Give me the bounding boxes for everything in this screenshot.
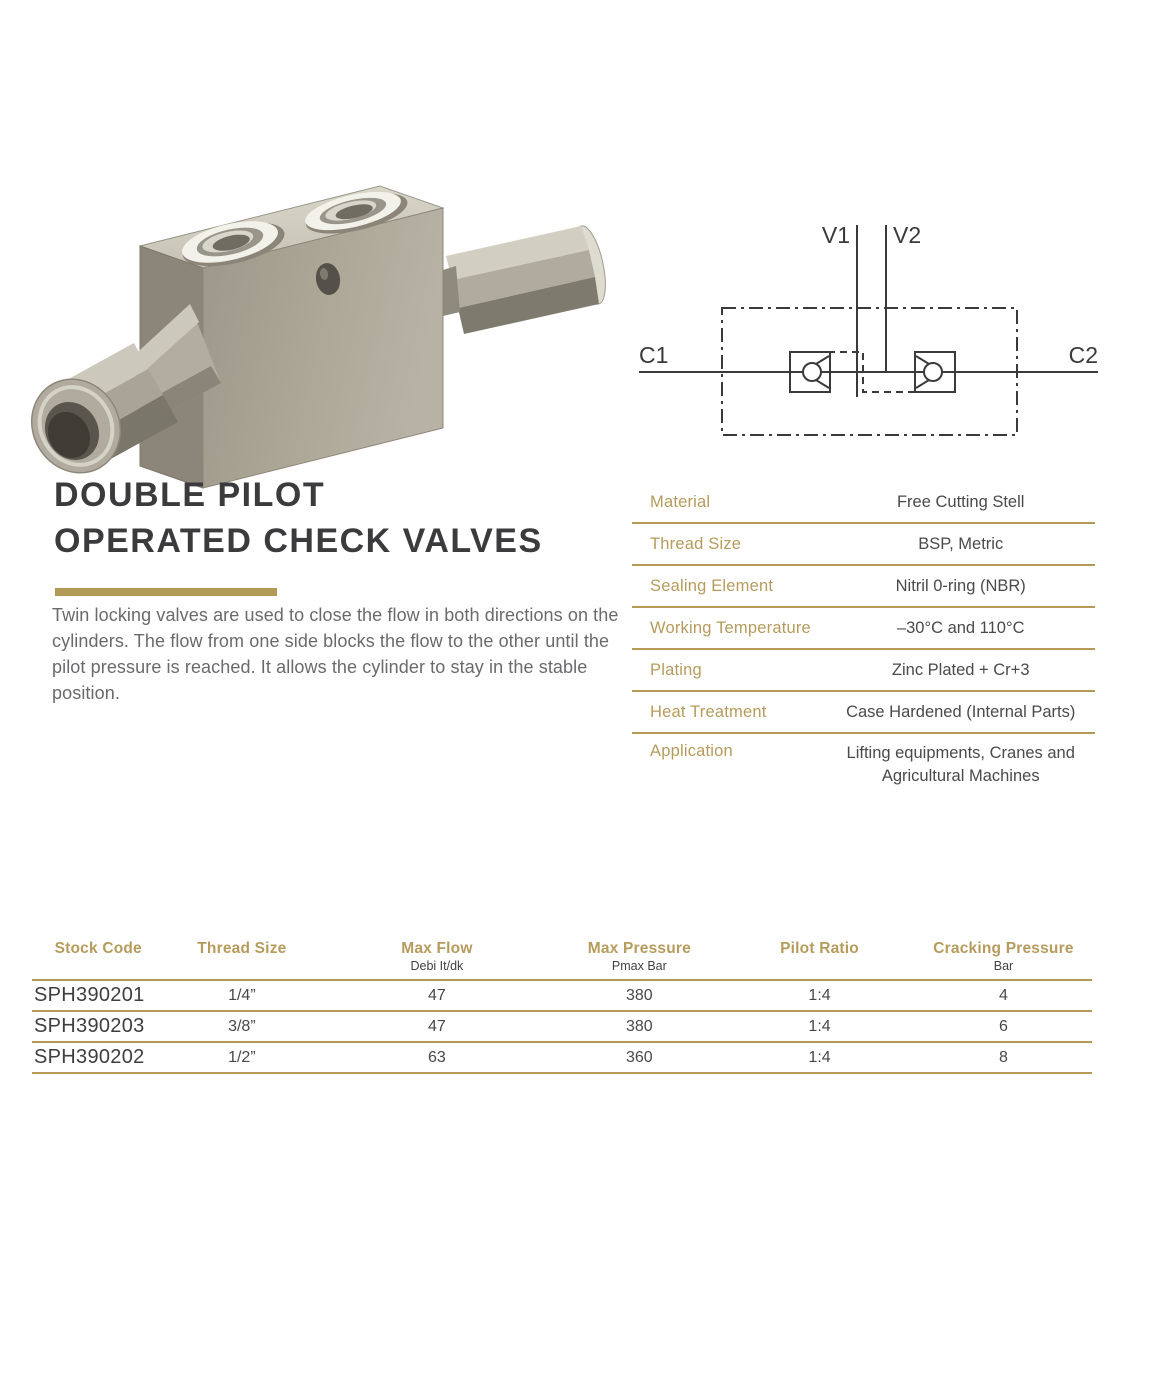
spec-label: Application bbox=[650, 742, 733, 760]
product-description: Twin locking valves are used to close the flow in both directions on the cylinders. The flow from one side blocks the flow to the other until the pilot pressure is reached. It allows the cylinder to stay in the stable position. bbox=[52, 605, 619, 703]
spec-value: BSP, Metric bbox=[918, 534, 1004, 553]
max-pressure-cell: 360 bbox=[626, 1048, 653, 1066]
max-flow-cell: 63 bbox=[428, 1048, 446, 1066]
spec-row-thread-size bbox=[632, 524, 1095, 566]
hydraulic-schematic bbox=[630, 195, 1160, 460]
pilot-ratio-cell: 1:4 bbox=[808, 1048, 831, 1066]
page-title-line2: OPERATED CHECK VALVES bbox=[54, 522, 543, 560]
max-pressure-cell: 380 bbox=[626, 1017, 653, 1035]
spec-value: –30°C and 110°C bbox=[896, 618, 1025, 637]
max-pressure-cell: 380 bbox=[626, 986, 653, 1004]
stock-code-cell: SPH390201 bbox=[34, 984, 145, 1006]
spec-label: Working Temperature bbox=[650, 618, 811, 637]
column-header-stock-code: Stock Code bbox=[54, 940, 142, 957]
cracking-pressure-cell: 6 bbox=[999, 1017, 1008, 1035]
spec-row-plating bbox=[632, 650, 1095, 692]
max-flow-cell: 47 bbox=[428, 1017, 446, 1035]
spec-value: Free Cutting Stell bbox=[896, 492, 1025, 511]
spec-label: Sealing Element bbox=[650, 576, 774, 595]
spec-row-working-temperature bbox=[632, 608, 1095, 650]
spec-label: Thread Size bbox=[650, 534, 742, 553]
spec-value: Zinc Plated + Cr+3 bbox=[891, 660, 1030, 679]
spec-row-sealing-element bbox=[632, 566, 1095, 608]
cracking-pressure-cell: 4 bbox=[999, 986, 1008, 1004]
pilot-ratio-cell: 1:4 bbox=[808, 1017, 831, 1035]
spec-value: Case Hardened (Internal Parts) bbox=[846, 702, 1076, 721]
table-row bbox=[32, 1043, 1092, 1074]
spec-row-material bbox=[632, 482, 1095, 524]
table-row bbox=[32, 1012, 1092, 1043]
pilot-ratio-cell: 1:4 bbox=[808, 986, 831, 1004]
thread-size-cell: 1/4” bbox=[228, 986, 256, 1004]
stock-table-header-row bbox=[32, 940, 1092, 981]
port-label-c1: C1 bbox=[639, 342, 669, 368]
spec-table bbox=[632, 482, 1095, 804]
port-label-v1: V1 bbox=[821, 222, 850, 248]
right-hex-fitting bbox=[443, 223, 611, 334]
thread-size-cell: 3/8” bbox=[228, 1017, 256, 1035]
column-header-max-flow: Max Flow Debi It/dk bbox=[401, 940, 473, 973]
spec-value: Nitril 0-ring (NBR) bbox=[895, 576, 1026, 595]
port-label-c2: C2 bbox=[1068, 342, 1098, 368]
spec-label: Plating bbox=[650, 660, 702, 679]
stock-code-cell: SPH390202 bbox=[34, 1046, 145, 1068]
spec-row-heat-treatment bbox=[632, 692, 1095, 734]
spec-label: Material bbox=[650, 492, 711, 511]
page-title bbox=[54, 472, 624, 564]
spec-row-application bbox=[632, 734, 1095, 804]
page-title-line1: DOUBLE PILOT bbox=[54, 476, 326, 514]
spec-label: Heat Treatment bbox=[650, 702, 767, 721]
stock-code-cell: SPH390203 bbox=[34, 1015, 145, 1037]
max-flow-cell: 47 bbox=[428, 986, 446, 1004]
column-header-thread-size: Thread Size bbox=[197, 940, 287, 957]
thread-size-cell: 1/2” bbox=[228, 1048, 256, 1066]
spec-value: Lifting equipments, Cranes and Agricultural Machines bbox=[846, 744, 1075, 785]
stock-table bbox=[32, 940, 1092, 1074]
cracking-pressure-cell: 8 bbox=[999, 1048, 1008, 1066]
table-row bbox=[32, 981, 1092, 1012]
column-header-max-pressure: Max Pressure Pmax Bar bbox=[587, 940, 691, 973]
column-header-pilot-ratio: Pilot Ratio bbox=[780, 940, 859, 957]
product-photo bbox=[20, 150, 630, 495]
column-header-cracking-pressure: Cracking Pressure Bar bbox=[933, 940, 1074, 973]
title-underline-bar bbox=[55, 588, 277, 596]
port-label-v2: V2 bbox=[893, 222, 922, 248]
